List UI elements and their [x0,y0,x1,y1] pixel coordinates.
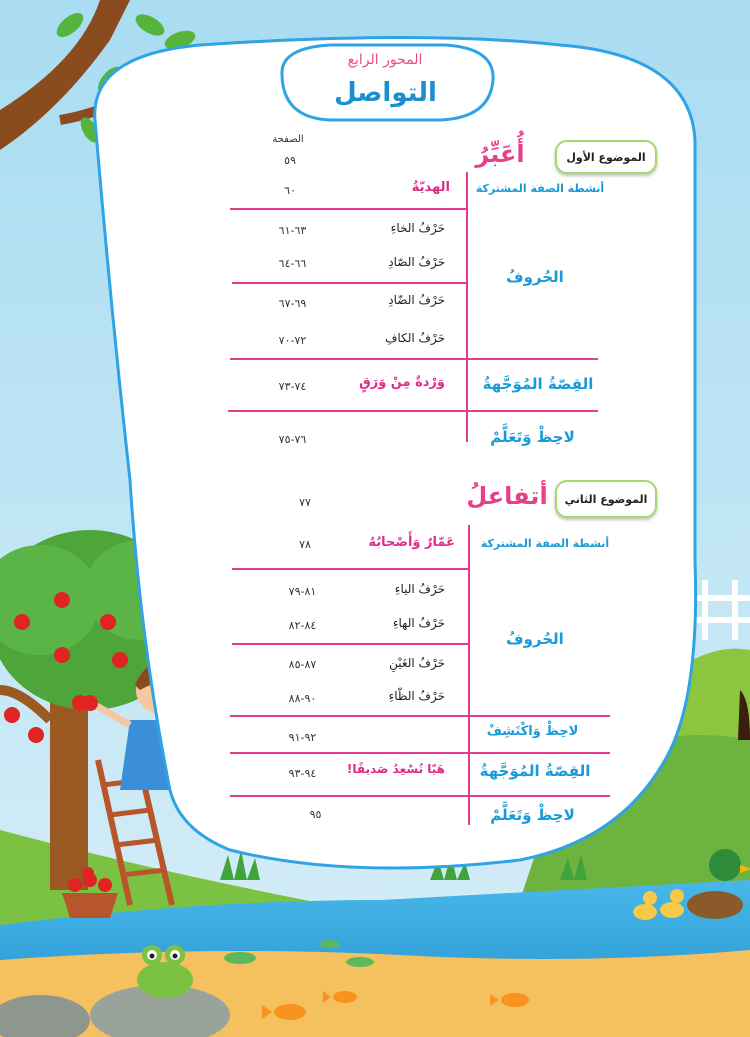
topic2-letters-section: الحُروفُ [506,630,564,648]
topic2-title: أتفاعلُ [466,482,548,510]
topic2-page-ya: ٨١-٧٩ [288,585,317,598]
topic2-guided-story-section: القِصّةُ المُوَجَّهةُ [479,762,591,780]
topic2-page-observe-discover: ٩٢-٩١ [288,731,317,744]
topic1-letter-kha: حَرْفُ الخاءِ [390,221,445,235]
divider [228,410,598,412]
divider [230,752,610,754]
axis-label: المحور الرابع [347,52,423,68]
topic2-shared-section: أنشطة الصفة المشتركة [480,537,610,550]
topic2-letter-ya: حَرْفُ الياءِ [394,582,445,596]
divider [230,208,468,210]
topic1-observe-learn-section: لاحِظْ وَتَعَلَّمْ [490,428,575,446]
topic2-page-ha: ٨٤-٨٢ [288,619,317,632]
divider [232,282,466,284]
topic2-observe-learn-section: لاحِظْ وَتَعَلَّمْ [490,806,575,824]
topic1-page-dad: ٦٩-٦٧ [278,297,307,310]
divider [232,643,468,645]
topic1-story-paper-rose: وَرْدةٌ مِنْ وَرَقٍ [359,375,445,390]
topic2-story-make-friend-happy: هَيّا نُسْعِدُ صَديقًا! [346,762,445,776]
topic1-page-sad: ٦٦-٦٤ [278,257,307,270]
topic1-letter-kaf: حَرْفُ الكافِ [384,331,445,345]
topic1-page-paper-rose: ٧٤-٧٣ [278,380,307,393]
divider [230,715,610,717]
topic2-title-page: ٧٧ [299,496,311,509]
topic2-page-dha: ٩٠-٨٨ [288,692,317,705]
topic1-badge: الموضوع الأول [555,140,657,174]
topic1-shared-section: أنشطة الصفة المشتركة [475,182,605,195]
topic1-letter-dad: حَرْفُ الضّادِ [388,293,445,307]
topic2-letter-dha: حَرْفُ الظّاءِ [388,689,445,703]
topic2-observe-discover-section: لاحِظْ وَاكْتَشِفْ [486,724,579,739]
topic1-story-gift: الهديّةُ [411,180,450,195]
axis-title: التواصل [334,78,437,108]
divider [230,358,598,360]
topic1-letter-sad: حَرْفُ الصّادِ [388,255,445,269]
topic2-page-ghain: ٨٧-٨٥ [288,658,317,671]
divider [466,172,468,442]
topic1-letters-section: الحُروفُ [506,268,564,286]
topic2-letter-ha: حَرْفُ الهاءِ [392,616,445,630]
topic1-page-kaf: ٧٢-٧٠ [278,334,307,347]
topic2-story-ammar: عَمّارٌ وَأَصْحابُهُ [368,535,455,550]
page-column-label: الصفحة [272,134,304,145]
topic1-title: أُعَبِّرُ [475,140,525,168]
topic2-letter-ghain: حَرْفُ الغَيْنِ [389,656,445,670]
divider [468,525,470,825]
topic2-page-ammar: ٧٨ [299,538,311,551]
divider [232,568,470,570]
topic1-page-gift: ٦٠ [284,184,296,197]
topic2-page-observe-learn: ٩٥ [309,808,322,821]
divider [230,795,610,797]
topic2-page-make-friend-happy: ٩٤-٩٣ [288,767,317,780]
topic1-title-page: ٥٩ [284,154,296,167]
topic1-guided-story-section: القِصّةُ المُوَجَّهةُ [482,375,594,393]
topic2-badge: الموضوع الثاني [555,480,657,518]
topic1-page-kha: ٦٣-٦١ [278,224,307,237]
topic1-page-observe-learn: ٧٦-٧٥ [278,433,307,446]
